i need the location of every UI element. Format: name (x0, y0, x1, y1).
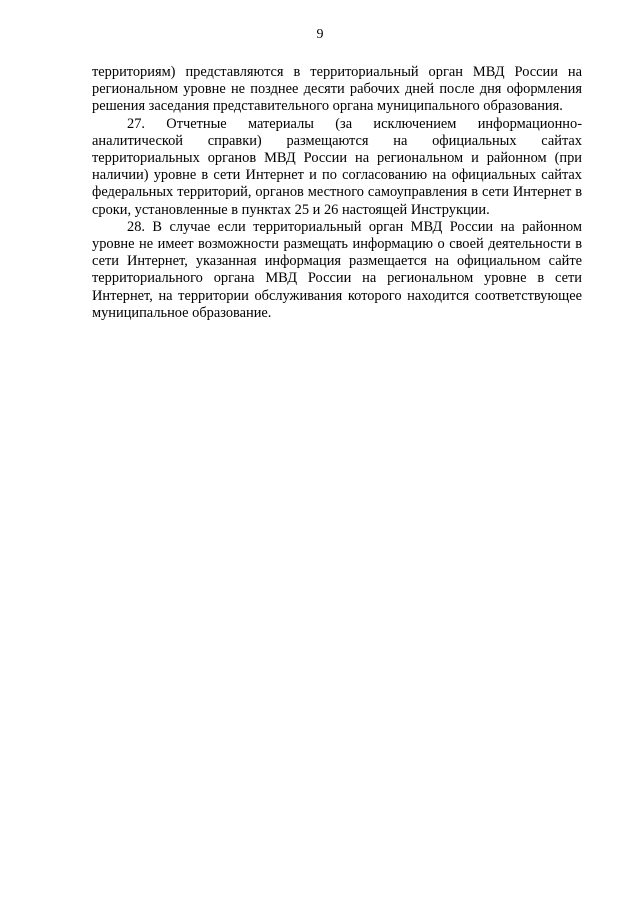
paragraph-27: 27. Отчетные материалы (за исключением информационно-аналитической справки) размещаются на официальных сайтах территориальных органов МВД России на региональном и районном (при наличии) уровне в сети Интернет и по согласованию на официальных сайтах федеральных территорий, органов местного самоуправления в сети Интернет в сроки, установленные в пунктах 25 и 26 настоящей Инструкции. (92, 115, 582, 218)
document-body (92, 64, 582, 322)
paragraph-28: 28. В случае если территориальный орган МВД России на районном уровне не имеет возможности размещать информацию о своей деятельности в сети Интернет, указанная информация размещается на официальном сайте территориального органа МВД России на региональном уровне в сети Интернет, на территории обслуживания которого находится соответствующее муниципальное образование. (92, 218, 582, 321)
page-number: 9 (316, 27, 324, 42)
paragraph-continuation: территориям) представляются в территориальный орган МВД России на региональном уровне не позднее десяти рабочих дней после дня оформления решения заседания представительного органа муниципального образования. (92, 64, 582, 115)
